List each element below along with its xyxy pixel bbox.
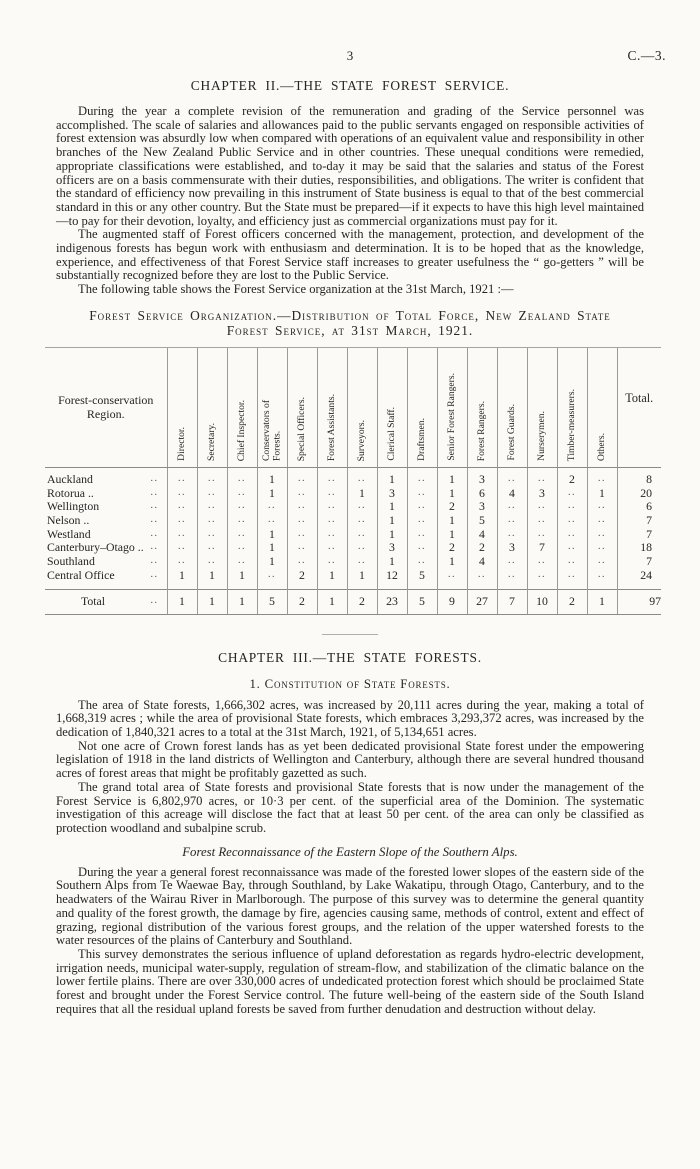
region-cell (45, 527, 167, 541)
table-row-wellington (45, 500, 661, 514)
value-cell: .. (347, 513, 377, 527)
rotated-column-label: Clerical Staff. (385, 407, 397, 461)
value-cell: 7 (617, 554, 661, 568)
value-cell: .. (557, 486, 587, 500)
value-cell: 1 (167, 590, 197, 615)
region-cell (45, 554, 167, 568)
table-row-nelson (45, 513, 661, 527)
value-cell: 1 (347, 568, 377, 590)
value-cell: .. (587, 513, 617, 527)
value-cell: 3 (377, 486, 407, 500)
value-cell: .. (557, 500, 587, 514)
value-cell: .. (167, 467, 197, 486)
column-header-timber-measur-ers (557, 347, 587, 467)
chapter2-paragraph-2: The augmented staff of Forest officers concerned with the management, protection, and development of the indigenous forests has begun work with enthusiasm and determination. It is to be hoped that as the knowledge, experience, and effectiveness of that Forest Service staff increases to greater usefulness the “ go-getters ” will be substantially recognized before they are lost to the Public Service. (56, 227, 644, 283)
value-cell: .. (197, 554, 227, 568)
region-name: Nelson .. (47, 512, 90, 527)
value-cell: .. (437, 568, 467, 590)
value-cell: .. (527, 554, 557, 568)
value-cell: .. (587, 554, 617, 568)
value-cell: .. (287, 513, 317, 527)
value-cell: .. (407, 486, 437, 500)
value-cell: 12 (377, 568, 407, 590)
region-cell (45, 486, 167, 500)
org-table (45, 347, 661, 615)
value-cell: 1 (257, 554, 287, 568)
value-cell: 9 (437, 590, 467, 615)
rotated-column-label: Conservators of Forests. (260, 399, 282, 461)
rotated-column-label: Others. (595, 432, 607, 461)
region-cell (45, 500, 167, 514)
dot-leader: .. (150, 595, 159, 607)
column-header-chief-inspector (227, 347, 257, 467)
value-cell: .. (407, 527, 437, 541)
value-cell: .. (557, 554, 587, 568)
chapter3-paragraph-2: Not one acre of Crown forest lands has as yet been dedicated provisional State forest under the empowering legislation of 1918 in the land districts of Wellington and Canterbury, although there are several hundred thousand acres of forest areas that might be profitably gazetted as such. (56, 738, 644, 781)
value-cell: 1 (437, 513, 467, 527)
value-cell: 3 (497, 541, 527, 555)
value-cell: .. (527, 500, 557, 514)
region-cell (45, 541, 167, 555)
dot-leader: .. (150, 541, 159, 553)
value-cell: 8 (617, 467, 661, 486)
value-cell: .. (257, 500, 287, 514)
value-cell: 7 (497, 590, 527, 615)
value-cell: 1 (437, 486, 467, 500)
value-cell: .. (587, 541, 617, 555)
value-cell: .. (587, 500, 617, 514)
value-cell: .. (287, 554, 317, 568)
value-cell: .. (347, 554, 377, 568)
value-cell: .. (227, 467, 257, 486)
region-name: Central Office (47, 567, 115, 582)
value-cell: 18 (617, 541, 661, 555)
value-cell: .. (407, 513, 437, 527)
value-cell: 1 (377, 527, 407, 541)
org-table-title: Forest Service Organization.—Distribution of Total Force, New Zealand State Forest Service, at 31st March, 1921. (89, 307, 611, 339)
value-cell: .. (197, 486, 227, 500)
value-cell: .. (527, 513, 557, 527)
column-header-clerical-staff (377, 347, 407, 467)
value-cell: 2 (287, 590, 317, 615)
value-cell: 1 (167, 568, 197, 590)
column-header-forest-rangers (467, 347, 497, 467)
total-row-label-cell (45, 590, 167, 615)
dot-leader: .. (150, 472, 159, 484)
column-header-forest-guards (497, 347, 527, 467)
value-cell: .. (557, 568, 587, 590)
value-cell: 3 (527, 486, 557, 500)
rotated-column-label: Timber-measurers. (565, 388, 577, 461)
region-name: Canterbury–Otago .. (47, 540, 144, 555)
value-cell: .. (497, 467, 527, 486)
table-row-canterbury-otago (45, 541, 661, 555)
value-cell: .. (287, 467, 317, 486)
value-cell: 2 (437, 500, 467, 514)
value-cell: .. (407, 500, 437, 514)
region-name: Auckland (47, 471, 93, 486)
value-cell: 20 (617, 486, 661, 500)
value-cell: .. (257, 513, 287, 527)
value-cell: 1 (257, 527, 287, 541)
value-cell: .. (347, 500, 377, 514)
dot-leader: .. (150, 513, 159, 525)
value-cell: .. (317, 554, 347, 568)
value-cell: 7 (527, 541, 557, 555)
value-cell: 1 (377, 467, 407, 486)
value-cell: 1 (377, 500, 407, 514)
region-cell (45, 467, 167, 486)
rotated-column-label: Nurserymen. (535, 411, 547, 461)
rotated-column-label: Secretary. (205, 422, 217, 461)
chapter3-heading: CHAPTER III.—THE STATE FORESTS. (218, 649, 482, 665)
value-cell: 1 (377, 513, 407, 527)
rotated-column-label: Chief Inspector. (235, 399, 247, 461)
region-name: Westland (47, 526, 91, 541)
value-cell: 2 (347, 590, 377, 615)
value-cell: .. (227, 513, 257, 527)
value-cell: .. (197, 467, 227, 486)
value-cell: .. (287, 541, 317, 555)
region-name: Wellington (47, 499, 100, 514)
value-cell: 1 (437, 527, 467, 541)
chapter3-paragraph-4: During the year a general forest reconnaissance was made of the forested lower slopes of the eastern side of the Southern Alps from Te Waewae Bay, through Southland, by Lake Wakatipu, through Otago, Canterbury, and to the headwaters of the Wairau River in Marlborough. The purpose of this survey was to determine the general quantity and quality of the forest growth, the damage by fire, agencies causing same, methods of control, extent and effect of grazing, regional distribution of the various forest groups, and the relation of the upper watershed forests to the water resources of the plains of Canterbury and Southland. (56, 864, 644, 948)
chapter3-paragraph-3: The grand total area of State forests and provisional State forests that is now under the management of the Forest Service is 6,802,970 acres, or 10·3 per cent. of the superficial area of the Dominion. The systematic investigation of this acreage will disclose the fact that at least 50 per cent. of the area can only be classified as protection woodland and subalpine scrub. (56, 779, 644, 835)
value-cell: 3 (377, 541, 407, 555)
value-cell: .. (497, 500, 527, 514)
column-header-nurserymen (527, 347, 557, 467)
value-cell: .. (347, 527, 377, 541)
value-cell: 1 (437, 467, 467, 486)
dot-leader: .. (150, 500, 159, 512)
value-cell: .. (407, 554, 437, 568)
value-cell: .. (227, 554, 257, 568)
value-cell: 1 (227, 568, 257, 590)
value-cell: 5 (407, 568, 437, 590)
value-cell: 1 (587, 486, 617, 500)
table-row-southland (45, 554, 661, 568)
value-cell: 6 (467, 486, 497, 500)
value-cell: .. (557, 541, 587, 555)
value-cell: .. (317, 541, 347, 555)
rotated-column-label: Surveyors. (355, 419, 367, 461)
value-cell: .. (527, 467, 557, 486)
value-cell: 3 (467, 467, 497, 486)
rotated-column-label: Forest Rangers. (475, 400, 487, 461)
value-cell: .. (227, 541, 257, 555)
chapter2-paragraph-3: The following table shows the Forest Service organization at the 31st March, 1921 :— (78, 282, 514, 297)
value-cell: .. (467, 568, 497, 590)
constitution-section-heading: 1. Constitution of State Forests. (249, 676, 451, 691)
value-cell: 2 (437, 541, 467, 555)
value-cell: .. (197, 527, 227, 541)
region-column-header: Forest-conservation Region. (45, 347, 167, 467)
column-header-draftsmen (407, 347, 437, 467)
org-table-header-row (45, 347, 661, 467)
table-row-westland (45, 527, 661, 541)
value-cell: .. (197, 513, 227, 527)
value-cell: 4 (467, 527, 497, 541)
region-cell (45, 513, 167, 527)
value-cell: 5 (407, 590, 437, 615)
value-cell: 10 (527, 590, 557, 615)
value-cell: 5 (257, 590, 287, 615)
value-cell: .. (167, 527, 197, 541)
value-cell: .. (317, 527, 347, 541)
column-header-senior-forest-rangers (437, 347, 467, 467)
value-cell: .. (557, 527, 587, 541)
value-cell: 4 (467, 554, 497, 568)
value-cell: 27 (467, 590, 497, 615)
column-header-surveyors (347, 347, 377, 467)
value-cell: 4 (497, 486, 527, 500)
value-cell: .. (557, 513, 587, 527)
value-cell: .. (497, 513, 527, 527)
page-header (56, 48, 666, 64)
value-cell: .. (347, 467, 377, 486)
value-cell: 2 (287, 568, 317, 590)
value-cell: .. (317, 513, 347, 527)
region-name: Rotorua .. (47, 485, 94, 500)
value-cell: 7 (617, 513, 661, 527)
value-cell: 2 (557, 467, 587, 486)
column-header-conservators-of-forests (257, 347, 287, 467)
value-cell: .. (167, 513, 197, 527)
value-cell: .. (257, 568, 287, 590)
value-cell: .. (287, 486, 317, 500)
value-cell: .. (197, 541, 227, 555)
table-row-central-office (45, 568, 661, 590)
value-cell: .. (227, 486, 257, 500)
value-cell: .. (587, 467, 617, 486)
value-cell: .. (347, 541, 377, 555)
value-cell: 1 (257, 467, 287, 486)
page-number: 3 (346, 48, 354, 63)
value-cell: 1 (197, 568, 227, 590)
chapter2-heading: CHAPTER II.—THE STATE FOREST SERVICE. (190, 78, 510, 93)
value-cell: .. (407, 467, 437, 486)
value-cell: .. (587, 527, 617, 541)
value-cell: 1 (377, 554, 407, 568)
value-cell: .. (527, 568, 557, 590)
rotated-column-label: Director. (175, 427, 187, 461)
value-cell: 1 (227, 590, 257, 615)
dot-leader: .. (150, 568, 159, 580)
value-cell: .. (317, 467, 347, 486)
value-cell: .. (167, 541, 197, 555)
value-cell: .. (167, 486, 197, 500)
value-cell: .. (497, 568, 527, 590)
region-cell (45, 568, 167, 590)
rotated-column-label: Senior Forest Rangers. (445, 373, 457, 461)
column-header-special-officers (287, 347, 317, 467)
value-cell: .. (527, 527, 557, 541)
value-cell: 1 (347, 486, 377, 500)
region-name: Total (81, 594, 106, 609)
total-row (45, 590, 661, 615)
value-cell: .. (167, 554, 197, 568)
chapter2-paragraph-1: During the year a complete revision of the remuneration and grading of the Service personnel was accomplished. The scale of salaries and allowances paid to the public servants engaged on responsible activities of forest extension was absurdly low when compared with operations of an equivalent value and responsibility in other branches of the New Zealand Public Service and in other countries. These unequal conditions were remedied, appropriate classifications were established, and to-day it may be said that the salaries and status of the Forest officers are on a basis commensurate with their duties, responsibilities, and obligations. The writer is confident that the standard of efficiency now prevailing in this instrument of State business is equal to that of the best commercial standard in this or any other country. But the State must be prepared—if it expects to have this high level maintained—to pay for their devotion, loyalty, and efficiency just as commercial organizations must pay for it. (56, 104, 644, 228)
section-divider (322, 634, 378, 635)
value-cell: 3 (467, 500, 497, 514)
value-cell: 2 (557, 590, 587, 615)
value-cell: .. (167, 500, 197, 514)
rotated-column-label: Forest Guards. (505, 404, 517, 461)
value-cell: 1 (197, 590, 227, 615)
column-header-total: Total. (617, 347, 661, 467)
value-cell: 1 (437, 554, 467, 568)
dot-leader: .. (150, 486, 159, 498)
column-header-director (167, 347, 197, 467)
rotated-column-label: Draftsmen. (415, 417, 427, 461)
dot-leader: .. (150, 554, 159, 566)
value-cell: .. (497, 527, 527, 541)
table-row-auckland (45, 467, 661, 486)
value-cell: 1 (317, 590, 347, 615)
value-cell: 1 (587, 590, 617, 615)
value-cell: .. (227, 500, 257, 514)
column-header-forest-assistants (317, 347, 347, 467)
chapter3-paragraph-1: The area of State forests, 1,666,302 acres, was increased by 20,111 acres during the year, making a total of 1,668,319 acres ; while the area of provisional State forests, which embraces 3,293,372 acres, was increased by the dedication of 1,840,321 acres to a total at the 31st March, 1921, of 5,134,651 acres. (56, 697, 644, 740)
value-cell: 6 (617, 500, 661, 514)
doc-reference: C.—3. (627, 48, 666, 63)
value-cell: 1 (257, 541, 287, 555)
reconnaissance-subheading: Forest Reconnaissance of the Eastern Slope of the Southern Alps. (182, 844, 518, 859)
chapter3-paragraph-5: This survey demonstrates the serious influence of upland deforestation as regards hydro-electric development, irrigation needs, municipal water-supply, regulation of stream-flow, and stabilization of the climatic balance on the lower fertile plains. There are over 330,000 acres of undedicated protection forest which should be proclaimed State forest and brought under the Forest Service control. The future well-being of the eastern side of the South Island requires that all the residual upland forests be saved from further denudation and destruction without delay. (56, 946, 644, 1016)
value-cell: .. (587, 568, 617, 590)
value-cell: 23 (377, 590, 407, 615)
dot-leader: .. (150, 527, 159, 539)
value-cell: .. (227, 527, 257, 541)
rotated-column-label: Forest Assistants. (325, 393, 337, 461)
value-cell: .. (287, 527, 317, 541)
value-cell: 1 (317, 568, 347, 590)
table-row-rotorua (45, 486, 661, 500)
value-cell: .. (287, 500, 317, 514)
value-cell: 97 (617, 590, 661, 615)
value-cell: 1 (257, 486, 287, 500)
value-cell: 2 (467, 541, 497, 555)
value-cell: 7 (617, 527, 661, 541)
value-cell: .. (497, 554, 527, 568)
column-header-secretary (197, 347, 227, 467)
value-cell: 5 (467, 513, 497, 527)
value-cell: .. (197, 500, 227, 514)
value-cell: .. (317, 486, 347, 500)
value-cell: .. (407, 541, 437, 555)
value-cell: .. (317, 500, 347, 514)
rotated-column-label: Special Officers. (295, 396, 307, 461)
region-name: Southland (47, 553, 95, 568)
value-cell: 24 (617, 568, 661, 590)
column-header-others (587, 347, 617, 467)
